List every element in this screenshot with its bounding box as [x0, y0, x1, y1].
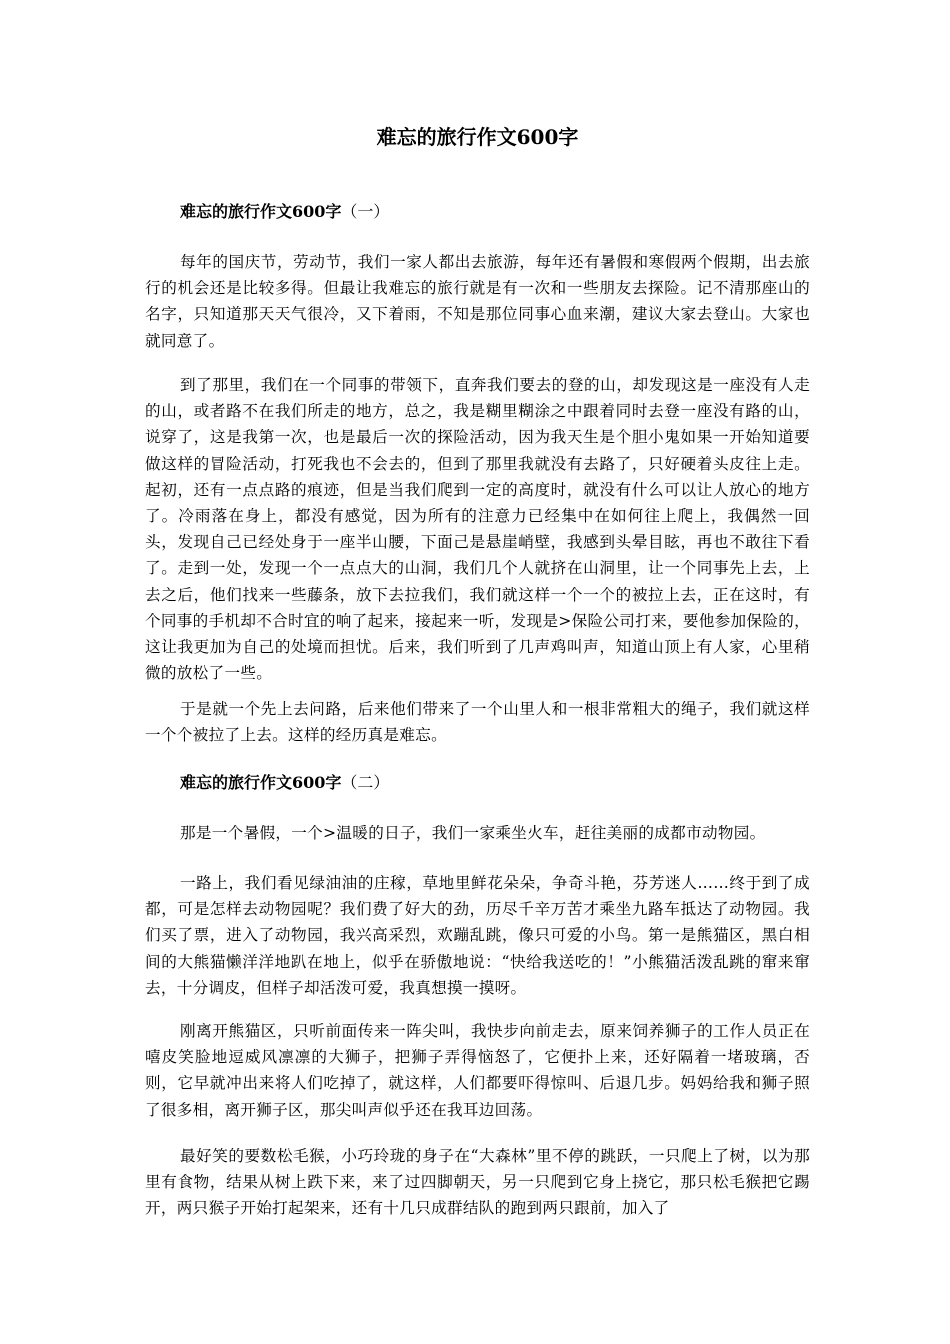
section-heading-title: 难忘的旅行作文600字 — [180, 202, 342, 221]
paragraph: 刚离开熊猫区，只听前面传来一阵尖叫，我快步向前走去，原来饲养狮子的工作人员正在嘻皮笑脸地逗威风凛凛的大狮子，把狮子弄得恼怒了，它便扑上来，还好隔着一堵玻璃，否则，它早就冲出来将人们吃掉了，就这样，人们都要吓得惊叫、后退几步。妈妈给我和狮子照了很多相，离开狮子区，那尖叫声似乎还在我耳边回荡。 — [145, 1022, 810, 1119]
section-heading-number: （二） — [341, 773, 390, 792]
section-heading-1 — [180, 199, 389, 225]
paragraph: 最好笑的要数松毛猴，小巧玲珑的身子在“大森林”里不停的跳跃，一只爬上了树，以为那里有食物，结果从树上跌下来，来了过四脚朝天，另一只爬到它身上挠它，那只松毛猴把它踢开，两只猴子开始打起架来，还有十几只成群结队的跑到两只跟前，加入了 — [145, 1147, 810, 1218]
paragraph: 一路上，我们看见绿油油的庄稼，草地里鲜花朵朵，争奇斗艳，芬芳迷人……终于到了成都，可是怎样去动物园呢？我们费了好大的劲，历尽千辛万苦才乘坐九路车抵达了动物园。我们买了票，进入了动物园，我兴高采烈，欢蹦乱跳，像只可爱的小鸟。第一是熊猫区，黑白相间的大熊猫懒洋洋地趴在地上，似乎在骄傲地说：“快给我送吃的！”小熊猫活泼乱跳的窜来窜去，十分调皮，但样子却活泼可爱，我真想摸一摸呀。 — [145, 874, 810, 997]
paragraph: 每年的国庆节，劳动节，我们一家人都出去旅游，每年还有暑假和寒假两个假期，出去旅行的机会还是比较多得。但最让我难忘的旅行就是有一次和一些朋友去探险。记不清那座山的名字，只知道那天天气很冷，又下着雨，不知是那位同事心血来潮，建议大家去登山。大家也就同意了。 — [145, 253, 810, 350]
document-title: 难忘的旅行作文600字 — [376, 125, 579, 149]
paragraph: 于是就一个先上去问路，后来他们带来了一个山里人和一根非常粗大的绳子，我们就这样一个个被拉了上去。这样的经历真是难忘。 — [145, 700, 810, 745]
section-heading-2 — [180, 770, 389, 796]
section-heading-number: （一） — [341, 202, 390, 221]
paragraph: 到了那里，我们在一个同事的带领下，直奔我们要去的登的山，却发现这是一座没有人走的山，或者路不在我们所走的地方，总之，我是糊里糊涂之中跟着同时去登一座没有路的山，说穿了，这是我第一次，也是最后一次的探险活动，因为我天生是个胆小鬼如果一开始知道要做这样的冒险活动，打死我也不会去的，但到了那里我就没有去路了，只好硬着头皮往上走。起初，还有一点点路的痕迹，但是当我们爬到一定的高度时，就没有什么可以让人放心的地方了。冷雨落在身上，都没有感觉，因为所有的注意力已经集中在如何往上爬上，我偶然一回头，发现自己已经处身于一座半山腰，下面己是悬崖峭壁，我感到头晕目眩，再也不敢往下看了。走到一处，发现一个一点点大的山洞，我们几个人就挤在山洞里，让一个同事先上去，上去之后，他们找来一些藤条，放下去拉我们，我们就这样一个一个的被拉上去，正在这时，有个同事的手机却不合时宜的响了起来，接起来一听，发现是>保险公司打来，要他参加保险的，这让我更加为自己的处境而担忧。后来，我们听到了几声鸡叫声，知道山顶上有人家，心里稍微的放松了一些。 — [145, 376, 811, 683]
paragraph: 那是一个暑假，一个>温暖的日子，我们一家乘坐火车，赶往美丽的成都市动物园。 — [180, 824, 766, 842]
section-heading-title: 难忘的旅行作文600字 — [180, 773, 342, 792]
